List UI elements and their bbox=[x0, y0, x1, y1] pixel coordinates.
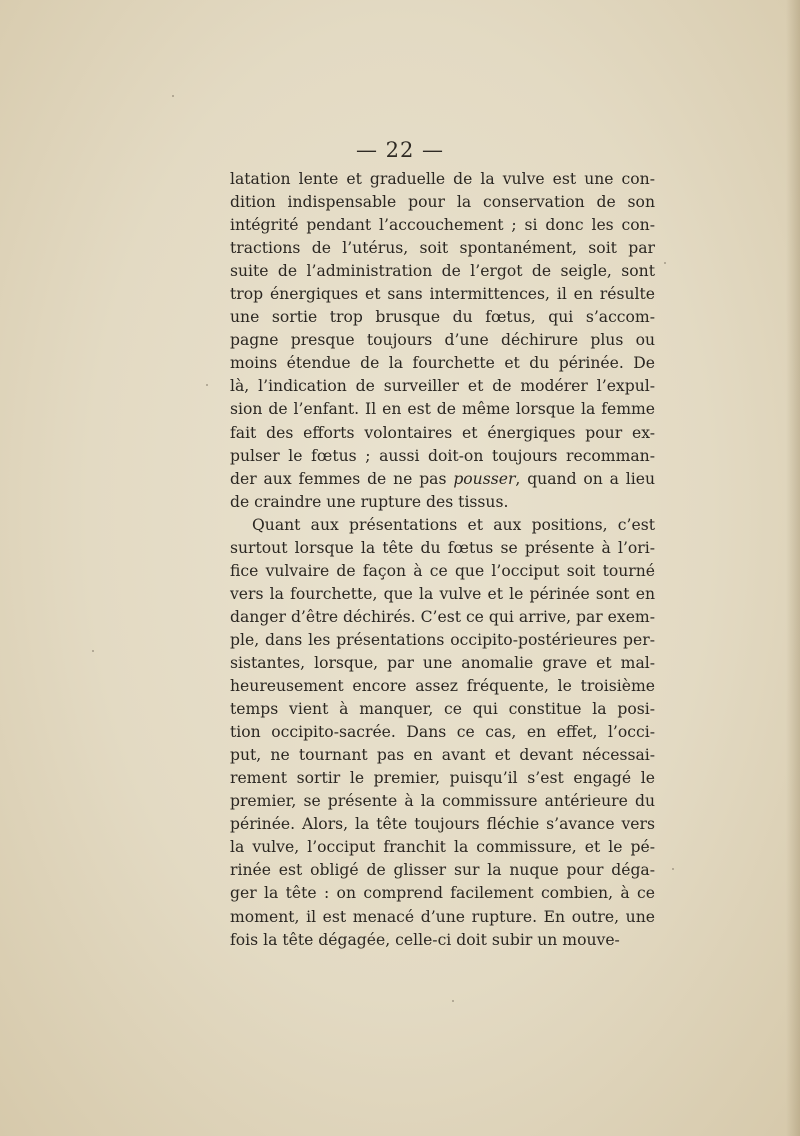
text-line: sion de l’enfant. Il en est de même lorsque la femme bbox=[230, 400, 655, 419]
text-line: latation lente et graduelle de la vulve est une con- bbox=[230, 170, 655, 188]
text-line-with-italic bbox=[230, 468, 655, 491]
text-line: trop énergiques et sans intermittences, il en résulte bbox=[230, 285, 655, 304]
text-line: vers la fourchette, que la vulve et le périnée sont en bbox=[230, 584, 655, 603]
text-line: put, ne tournant pas en avant et devant nécessai- bbox=[230, 746, 655, 765]
paper-speck bbox=[664, 262, 666, 264]
paper-speck bbox=[206, 384, 208, 386]
text-line: moins étendue de la fourchette et du périnée. De bbox=[230, 354, 655, 373]
text-line: là, l’indication de surveiller et de modérer l’expul- bbox=[230, 377, 655, 396]
text-line: la vulve, l’occiput franchit la commissure, et le pé- bbox=[230, 838, 655, 857]
text-line: de craindre une rupture des tissus. bbox=[230, 492, 509, 511]
body-text bbox=[230, 168, 655, 952]
text-line: temps vient à manquer, ce qui constitue la posi- bbox=[230, 700, 655, 719]
text-line: danger d’être déchirés. C’est ce qui arrive, par exem- bbox=[230, 607, 655, 626]
text-line: surtout lorsque la tête du fœtus se présente à l’ori- bbox=[230, 538, 655, 557]
text-line: fait des efforts volontaires et énergiques pour ex- bbox=[230, 423, 655, 442]
text-line: intégrité pendant l’accouchement ; si donc les con- bbox=[230, 216, 655, 235]
text-line: ple, dans les présentations occipito-postérieures per- bbox=[230, 630, 655, 649]
text-line: moment, il est menacé d’une rupture. En outre, une bbox=[230, 907, 655, 926]
text-line: rement sortir le premier, puisqu’il s’est engagé le bbox=[230, 769, 655, 788]
text-line: sistantes, lorsque, par une anomalie grave et mal- bbox=[230, 653, 655, 672]
paper-speck bbox=[672, 868, 674, 870]
paragraph-start-line: Quant aux présentations et aux positions, c’est bbox=[252, 515, 655, 534]
text-line: tractions de l’utérus, soit spontanément, soit par bbox=[230, 239, 655, 258]
paper-speck bbox=[92, 650, 94, 652]
text-line: tion occipito-sacrée. Dans ce cas, en effet, l’occi- bbox=[230, 723, 655, 742]
text-segment: der aux femmes de ne pas bbox=[230, 469, 447, 488]
text-line: rinée est obligé de glisser sur la nuque pour déga- bbox=[230, 861, 655, 880]
text-line: suite de l’administration de l’ergot de seigle, sont bbox=[230, 262, 655, 281]
text-segment: , quand on a lieu bbox=[515, 469, 655, 488]
text-line: périnée. Alors, la tête toujours fléchie s’avance vers bbox=[230, 815, 655, 834]
text-line: pagne presque toujours d’une déchirure plus ou bbox=[230, 331, 655, 350]
text-line: ger la tête : on comprend facilement combien, à ce bbox=[230, 884, 655, 903]
text-line: une sortie trop brusque du fœtus, qui s’accom- bbox=[230, 308, 655, 327]
text-line: fois la tête dégagée, celle-ci doit subir un mouve- bbox=[230, 930, 620, 949]
page-edge-shadow bbox=[786, 0, 800, 1136]
page-number: — 22 — bbox=[355, 138, 445, 162]
paper-speck bbox=[452, 1000, 454, 1002]
text-line: pulser le fœtus ; aussi doit-on toujours recomman- bbox=[230, 446, 655, 465]
text-line: dition indispensable pour la conservation de son bbox=[230, 193, 655, 212]
text-line: premier, se présente à la commissure antérieure du bbox=[230, 792, 655, 811]
text-line: heureusement encore assez fréquente, le troisième bbox=[230, 677, 655, 696]
paper-speck bbox=[172, 95, 174, 97]
text-line: fice vulvaire de façon à ce que l’occiput soit tourné bbox=[230, 561, 655, 580]
italic-word: pousser bbox=[453, 469, 516, 488]
